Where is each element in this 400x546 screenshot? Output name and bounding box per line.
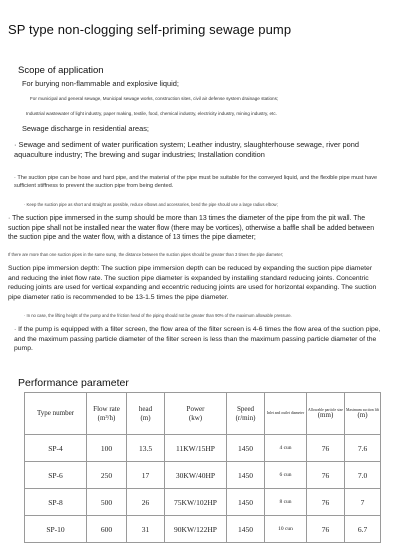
cell-caliber: 10 cun	[265, 516, 307, 543]
cell-speed: 1450	[227, 516, 265, 543]
scope-detail-2: Industrial wastewater of light industry, paper making, textile, food, chemical industry, electricity industry, mining industry, etc.	[26, 111, 277, 116]
table-header-row	[25, 393, 381, 435]
cell-speed: 1450	[227, 462, 265, 489]
header-type: Type number	[25, 393, 87, 435]
cell-type: SP-10	[25, 516, 87, 543]
cell-particle: 76	[307, 516, 345, 543]
cell-head: 31	[127, 516, 165, 543]
scope-paragraph-2: · The suction pipe can be hose and hard pipe, and the material of the pipe must be suitable for the conveyed liquid, and the flexible pipe must have sufficient stiffness to prevent the suction pipe from being dented.	[14, 175, 378, 189]
cell-caliber: 4 cun	[265, 435, 307, 462]
table-row	[25, 489, 381, 516]
cell-speed: 1450	[227, 489, 265, 516]
cell-head: 17	[127, 462, 165, 489]
cell-power: 90KW/122HP	[165, 516, 227, 543]
table-row	[25, 462, 381, 489]
cell-particle: 76	[307, 489, 345, 516]
cell-suction: 7.6	[345, 435, 381, 462]
page-title: SP type non-clogging self-priming sewage pump	[8, 22, 292, 37]
cell-flow: 250	[87, 462, 127, 489]
header-suction: Maximum suction lift (m)	[345, 393, 381, 435]
performance-table	[24, 392, 381, 543]
scope-paragraph-4: Suction pipe immersion depth: The suction pipe immersion depth can be reduced by expanding the suction pipe diameter and reducing the inlet flow rate. The suction pipe diameter is expanded by installing standard reducing joints. Concentric reducing joints are used for vertical expanding and eccentric reducing joints are used for horizontal expanding. The suction pipe diameter ratio is recommended to be 13-1.5 times the pipe diameter.	[8, 265, 377, 301]
header-head: head (m)	[127, 393, 165, 435]
cell-caliber: 6 cun	[265, 462, 307, 489]
scope-paragraph-5: · If the pump is equipped with a filter screen, the flow area of the filter screen is 4-6 times the flow area of the suction pipe, and the maximum passing particle diameter of the filter screen is less than the maximum passing particle diameter of the pump.	[14, 326, 381, 352]
table-row	[25, 516, 381, 543]
cell-particle: 76	[307, 462, 345, 489]
scope-subheading-1: For burying non-flammable and explosive liquid;	[22, 79, 179, 88]
cell-suction: 7.0	[345, 462, 381, 489]
cell-speed: 1450	[227, 435, 265, 462]
performance-heading: Performance parameter	[18, 377, 129, 389]
scope-paragraph-3: · The suction pipe immersed in the sump should be more than 13 times the diameter of the pipe from the pit wall. The suction pipe shall not be installed near the water flow (there may be vortices), otherwise a baffle shall be added between the suction pipe and the water flow, with a distance of 13 times the pipe diameter;	[8, 215, 375, 241]
scope-detail-4: If there are more than one suction pipes in the same sump, the distance between the suction pipes should be greater than 3 times the pipe diameter;	[8, 252, 284, 257]
cell-suction: 7	[345, 489, 381, 516]
header-power: Power (kw)	[165, 393, 227, 435]
scope-paragraph-1: · Sewage and sediment of water purification system; Leather industry, slaughterhouse sewage, river pond aquaculture industry; The brewing and sugar industries; Installation condition	[14, 140, 359, 159]
cell-head: 13.5	[127, 435, 165, 462]
cell-flow: 100	[87, 435, 127, 462]
cell-type: SP-4	[25, 435, 87, 462]
header-particle: Allowable particle size (mm)	[307, 393, 345, 435]
cell-flow: 500	[87, 489, 127, 516]
table-row	[25, 435, 381, 462]
scope-heading: Scope of application	[18, 65, 104, 76]
cell-power: 75KW/102HP	[165, 489, 227, 516]
cell-power: 30KW/40HP	[165, 462, 227, 489]
scope-detail-5: · In no case, the lifting height of the pump and the friction head of the piping should not be greater than 90% of the maximum allowable pressure.	[24, 313, 292, 318]
header-flow: Flow rate (m³/h)	[87, 393, 127, 435]
scope-subheading-2: Sewage discharge in residential areas;	[22, 124, 149, 133]
scope-detail-3: · Keep the suction pipe as short and straight as possible, reduce elbows and accessories, bend the pipe should use a large radius elbow;	[24, 202, 278, 207]
cell-flow: 600	[87, 516, 127, 543]
cell-type: SP-6	[25, 462, 87, 489]
cell-particle: 76	[307, 435, 345, 462]
cell-type: SP-8	[25, 489, 87, 516]
cell-head: 26	[127, 489, 165, 516]
cell-suction: 6.7	[345, 516, 381, 543]
scope-detail-1: For municipal and general sewage, Municipal sewage works, construction sites, civil air defense system drainage stations;	[30, 96, 279, 101]
cell-caliber: 8 cun	[265, 489, 307, 516]
cell-power: 11KW/15HP	[165, 435, 227, 462]
header-speed: Speed (r/min)	[227, 393, 265, 435]
header-caliber: Inlet and outlet diameter	[265, 393, 307, 435]
